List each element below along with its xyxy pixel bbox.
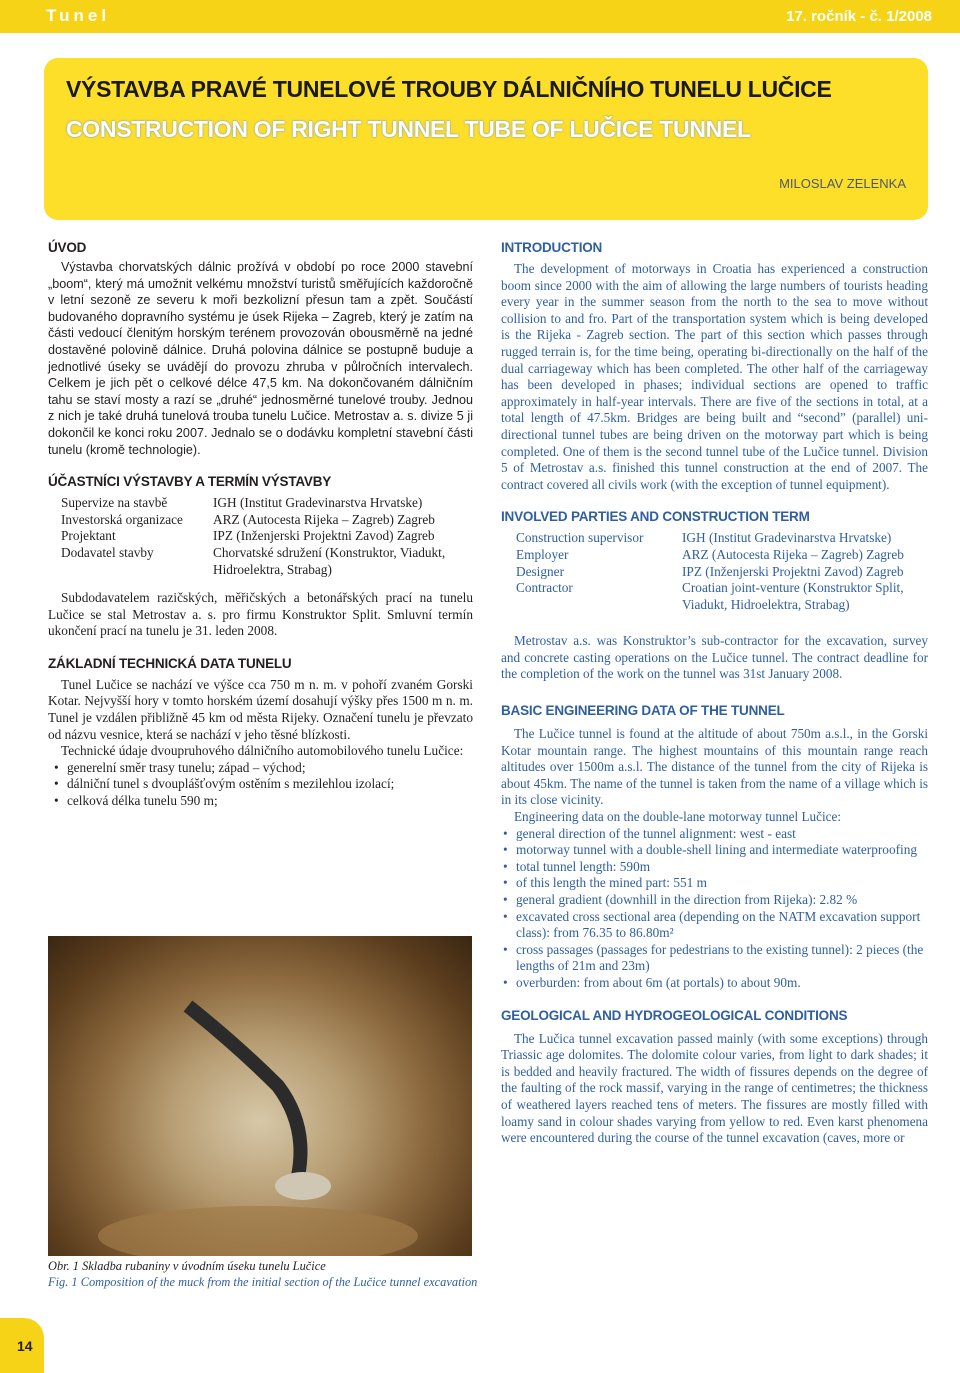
data-paragraph-1: Tunel Lučice se nachází ve výšce cca 750 m n. m. v pohoří zvaném Gorski Kotar. Nejvyšší hory v tomto horském území dosahují výšky přes 1500 m n. m. Tunel je vzdálen přibližně 45 km od města Rijeky. Označení tunelu je převzato od názvu vesnice, která se nachází v jeho těsné blízkosti. xyxy=(48,676,473,742)
party-role: Construction supervisor xyxy=(516,530,644,546)
party-role: Contractor xyxy=(516,580,573,596)
table-row xyxy=(61,528,473,545)
top-bar xyxy=(0,0,960,33)
list-item: • generelní směr trasy tunelu; západ – východ; xyxy=(54,760,473,777)
heading-basic-data: BASIC ENGINEERING DATA OF THE TUNNEL xyxy=(501,703,785,719)
author: MILOSLAV ZELENKA xyxy=(779,176,906,191)
party-name: IGH (Institut Gradevinarstva Hrvatske) xyxy=(682,530,892,546)
table-row xyxy=(516,580,926,613)
party-name: ARZ (Autocesta Rijeka – Zagreb) Zagreb xyxy=(682,546,904,562)
party-role: Employer xyxy=(516,546,569,562)
hose-shape xyxy=(188,1006,301,1176)
list-item: • of this length the mined part: 551 m xyxy=(503,875,928,892)
photo-illustration xyxy=(48,936,472,1256)
party-role: Designer xyxy=(516,563,564,579)
spray-nozzle-shape xyxy=(275,1172,331,1200)
geo-paragraph: The Lučica tunnel excavation passed mainly (with some exceptions) through Triassic age dolomites. The dolomite colour varies, from light to dark shades; it is bedded and heavily fractured. The width of fissures depends on the degree of the faulting of the rock massif, varying in the range of centimetres; the thickness of weathered layers reached tens of meters. The fissures are mostly filled with loamy sand in colour shades varying from yellow to red. Even karst phenomena were encountered during the course of the tunnel excavation (caves, more or xyxy=(501,1030,928,1146)
table-row xyxy=(61,545,473,578)
party-name: ARZ (Autocesta Rijeka – Zagreb) Zagreb xyxy=(213,511,435,527)
heading-introduction: INTRODUCTION xyxy=(501,240,603,255)
page-number-tab xyxy=(0,1318,44,1373)
party-role: Projektant xyxy=(61,528,116,544)
uvod-paragraph: Výstavba chorvatských dálnic prožívá v období po roce 2000 stavební „boom“, který má umožnit velkému množství turistů směřujících každoročně v letní sezoně ze severu k moři bezkolizní přesun tam a zpět. Součástí budovaného dopravního systému je úsek Rijeka – Zagreb, který je zatím na části vedoucí členitým horským terénem provozován obousměrně na jedné dostavěné polovině dálnice. Druhá polovina dálnice se postupně buduje a jednotlivé úseky se uvádějí do provozu zhruba v půlročních intervalech. Celkem je jich pět o celkové délce 47,5 km. Na dokončovaném dálničním tahu se staví mosty a razí se „druhé“ jednosměrné tunelové trouby. Jednou z nich je také druhá tunelová trouba tunelu Lučice. Metrostav a. s. divize 5 ji dokončil ke konci roku 2007. Jednalo se o dodávku kompletní stavební části tunelu (kromě technologie). xyxy=(48,260,473,457)
figure-caption xyxy=(48,1258,478,1290)
table-row xyxy=(516,530,926,547)
table-row xyxy=(61,495,473,512)
data-paragraph-2: Technické údaje dvoupruhového dálničního automobilového tunelu Lučice: xyxy=(61,743,464,759)
party-name: Chorvatské sdružení (Konstruktor, Viadukt, Hidroelektra, Strabag) xyxy=(213,544,446,577)
muck-pile-shape xyxy=(98,1206,418,1256)
list-item: • dálniční tunel s dvouplášťovým ostěním s mezilehlou izolací; xyxy=(54,776,473,793)
czech-column xyxy=(48,240,473,810)
heading-ucastnici: ÚČASTNÍCI VÝSTAVBY A TERMÍN VÝSTAVBY xyxy=(48,474,332,490)
party-role: Supervize na stavbě xyxy=(61,495,168,511)
english-column xyxy=(501,240,928,1147)
caption-czech: Obr. 1 Skladba rubaniny v úvodním úseku tunelu Lučice xyxy=(48,1259,326,1273)
party-name: IPZ (Inženjerski Projektni Zavod) Zagreb xyxy=(213,528,435,544)
heading-technicka-data: ZÁKLADNÍ TECHNICKÁ DATA TUNELU xyxy=(48,655,292,671)
tunnel-excavation-photo xyxy=(48,936,472,1256)
heading-uvod: ÚVOD xyxy=(48,240,87,255)
ucastnici-paragraph: Subdodavatelem razičských, měřičských a betonářských prací na tunelu Lučice se stal Metrostav a. s. pro firmu Konstruktor Split. Smluvní termín ukončení prací na tunelu je 31. leden 2008. xyxy=(48,590,473,639)
basic-paragraph-1: The Lučice tunnel is found at the altitude of about 750m a.s.l., in the Gorski Kotar mountain range. The highest mountains of this mountain range reach altitudes over 1500m a.s.l. The distance of the tunnel from the city of Rijeka is about 45km. The name of the tunnel is taken from the name of a village which is in its close vicinity. xyxy=(501,726,928,808)
party-name: IPZ (Inženjerski Projektni Zavod) Zagreb xyxy=(682,563,904,579)
list-item: • motorway tunnel with a double-shell lining and intermediate waterproofing xyxy=(503,842,928,859)
title-box xyxy=(44,58,928,220)
basic-bullets-en xyxy=(503,826,928,992)
title-english: CONSTRUCTION OF RIGHT TUNNEL TUBE OF LUČICE TUNNEL xyxy=(66,116,751,142)
party-role: Dodavatel stavby xyxy=(61,544,154,560)
list-item: • celková délka tunelu 590 m; xyxy=(54,793,473,810)
caption-english: Fig. 1 Composition of the muck from the initial section of the Lučice tunnel excavation xyxy=(48,1275,478,1289)
list-item: • excavated cross sectional area (depending on the NATM excavation support class): from 76.35 to 86.80m² xyxy=(503,909,928,942)
party-role: Investorská organizace xyxy=(61,511,183,527)
table-row xyxy=(516,547,926,564)
heading-involved-parties: INVOLVED PARTIES AND CONSTRUCTION TERM xyxy=(501,509,810,525)
table-row xyxy=(516,564,926,581)
party-name: IGH (Institut Gradevinarstva Hrvatske) xyxy=(213,495,423,511)
list-item: • overburden: from about 6m (at portals) to about 90m. xyxy=(503,975,928,992)
table-row xyxy=(61,512,473,529)
title-czech: VÝSTAVBA PRAVÉ TUNELOVÉ TROUBY DÁLNIČNÍHO TUNELU LUČICE xyxy=(66,76,832,102)
intro-paragraph: The development of motorways in Croatia has experienced a construction boom since 2000 with the aim of allowing the large numbers of tourists heading every year in the summer season from the north to the sea to move without collision to and fro. Part of the transportation system which is being developed is the Rijeka - Zagreb section. The part of this section which passes through rugged terrain is, for the time being, operating bi-directionally on the half of the dual carriageway which has been completed. The other half of the carriageway has been developed in phases; individual sections are opened to traffic approximately in half-year intervals. There are five of the sections in total, at a total length of 47.5km. Bridges are being built and “second” (parallel) uni-directional tunnel tubes are being driven on the motorway part which is being completed. One of them is the second tunnel tube of the Lučice tunnel. Division 5 of Metrostav a.s. finished this tunnel construction at the end of 2007. The contract covered all civils work (with the exception of tunnel equipment). xyxy=(501,261,928,492)
list-item: • general direction of the tunnel alignment: west - east xyxy=(503,826,928,843)
list-item: • cross passages (passages for pedestrians to the existing tunnel): 2 pieces (the lengths of 21m and 23m) xyxy=(503,942,928,975)
list-item: • general gradient (downhill in the direction from Rijeka): 2.82 % xyxy=(503,892,928,909)
page-number: 14 xyxy=(17,1338,33,1354)
parties-paragraph: Metrostav a.s. was Konstruktor’s sub-contractor for the excavation, survey and concrete casting operations on the Lučice tunnel. The contract deadline for the completion of the work on the tunnel was 31st January 2008. xyxy=(501,633,928,682)
party-name: Croatian joint-venture (Konstruktor Split, Viadukt, Hidroelektra, Strabag) xyxy=(682,580,904,612)
journal-logo: Tunel xyxy=(46,6,111,25)
parties-table-en xyxy=(516,530,926,613)
parties-table-cz xyxy=(61,495,473,578)
list-item: • total tunnel length: 590m xyxy=(503,859,928,876)
basic-paragraph-2: Engineering data on the double-lane motorway tunnel Lučice: xyxy=(514,809,842,825)
heading-geological: GEOLOGICAL AND HYDROGEOLOGICAL CONDITIONS xyxy=(501,1007,848,1023)
issue-label: 17. ročník - č. 1/2008 xyxy=(786,8,932,25)
data-bullets-cz xyxy=(54,760,473,810)
